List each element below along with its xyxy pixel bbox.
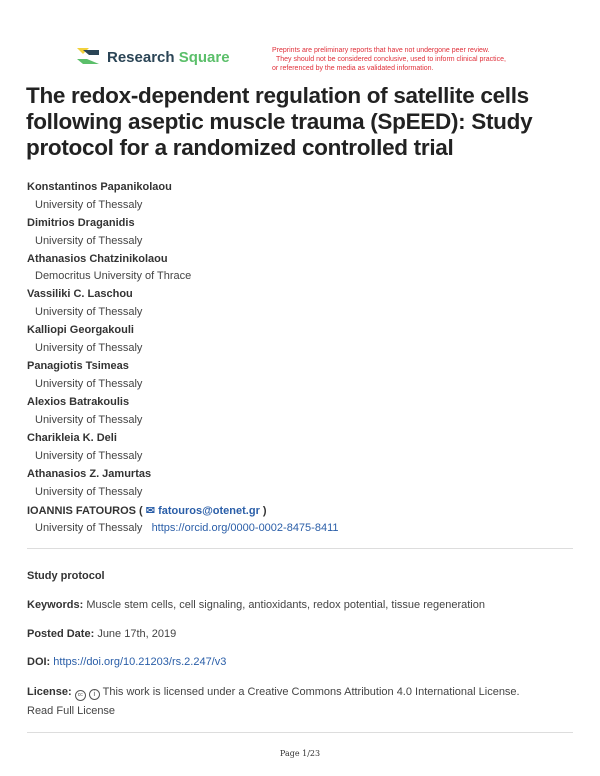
keywords (27, 599, 485, 611)
author-affiliation: University of Thessaly (35, 235, 143, 247)
author-name[interactable]: Athanasios Chatzinikolaou (27, 253, 168, 265)
corresponding-author: IOANNIS FATOUROS ( ✉ fatouros@otenet.gr ) (27, 505, 267, 517)
author-affiliation: University of Thessaly (35, 378, 143, 390)
doi-link[interactable]: https://doi.org/10.21203/rs.2.247/v3 (53, 656, 227, 668)
doi-label: DOI: (27, 656, 51, 668)
author-affiliation: Democritus University of Thrace (35, 270, 192, 282)
author-affiliation: University of Thessaly (35, 199, 143, 211)
doi (27, 656, 226, 668)
author-name[interactable]: Panagiotis Tsimeas (27, 360, 129, 372)
attribution-icon: i (89, 689, 100, 700)
posted-date (27, 628, 176, 640)
license-text: This work is licensed under a Creative Commons Attribution 4.0 International License. (102, 686, 520, 698)
logo-word1: Research (107, 48, 175, 66)
author-affiliation: University of Thessaly (35, 414, 143, 426)
divider (27, 548, 573, 549)
keywords-label: Keywords: (27, 599, 84, 611)
read-full-license-link[interactable]: Read Full License (27, 705, 116, 717)
divider (27, 732, 573, 733)
author-name[interactable]: Dimitrios Draganidis (27, 217, 135, 229)
keywords-value: Muscle stem cells, cell signaling, antioxidants, redox potential, tissue regeneration (86, 599, 485, 611)
logo-mark-icon (75, 47, 101, 67)
author-affiliation: University of Thessaly (35, 342, 143, 354)
disclaimer-line: or referenced by the media as validated information. (272, 65, 434, 72)
email-icon: ✉ (145, 505, 155, 517)
author-name[interactable]: Vassiliki C. Laschou (27, 288, 133, 300)
author-name[interactable]: Kalliopi Georgakouli (27, 324, 134, 336)
cc-icon: cc (75, 690, 86, 701)
research-square-logo[interactable] (75, 47, 230, 67)
author-email-link[interactable]: fatouros@otenet.gr (158, 505, 260, 517)
author-affiliation: University of Thessaly (35, 522, 143, 534)
author-name[interactable]: Athanasios Z. Jamurtas (27, 468, 152, 480)
posted-date-value: June 17th, 2019 (97, 628, 177, 640)
paper-title: The redox-dependent regulation of satellite cells following aseptic muscle trauma (SpEED): Study protocol for a randomized controlled trial (26, 83, 533, 160)
author-name[interactable]: Alexios Batrakoulis (27, 396, 130, 408)
author-name[interactable]: Konstantinos Papanikolaou (27, 181, 172, 193)
orcid-link[interactable]: https://orcid.org/0000-0002-8475-8411 (151, 522, 339, 534)
disclaimer-line: They should not be considered conclusive, used to inform clinical practice, (276, 56, 506, 63)
license-label: License: (27, 686, 72, 698)
author-affiliation: University of Thessaly (35, 486, 143, 498)
preprint-disclaimer (272, 46, 562, 73)
author-affiliation: University of Thessaly (35, 450, 143, 462)
posted-label: Posted Date: (27, 628, 95, 640)
license (27, 686, 520, 701)
author-name[interactable]: Charikleia K. Deli (27, 432, 117, 444)
page-number: Page 1/23 (279, 749, 321, 758)
author-name[interactable]: IOANNIS FATOUROS (27, 505, 136, 517)
article-type: Study protocol (27, 570, 105, 582)
logo-word2: Square (178, 48, 230, 66)
disclaimer-line: Preprints are preliminary reports that have not undergone peer review. (272, 47, 490, 54)
author-affiliation: University of Thessaly (35, 306, 143, 318)
